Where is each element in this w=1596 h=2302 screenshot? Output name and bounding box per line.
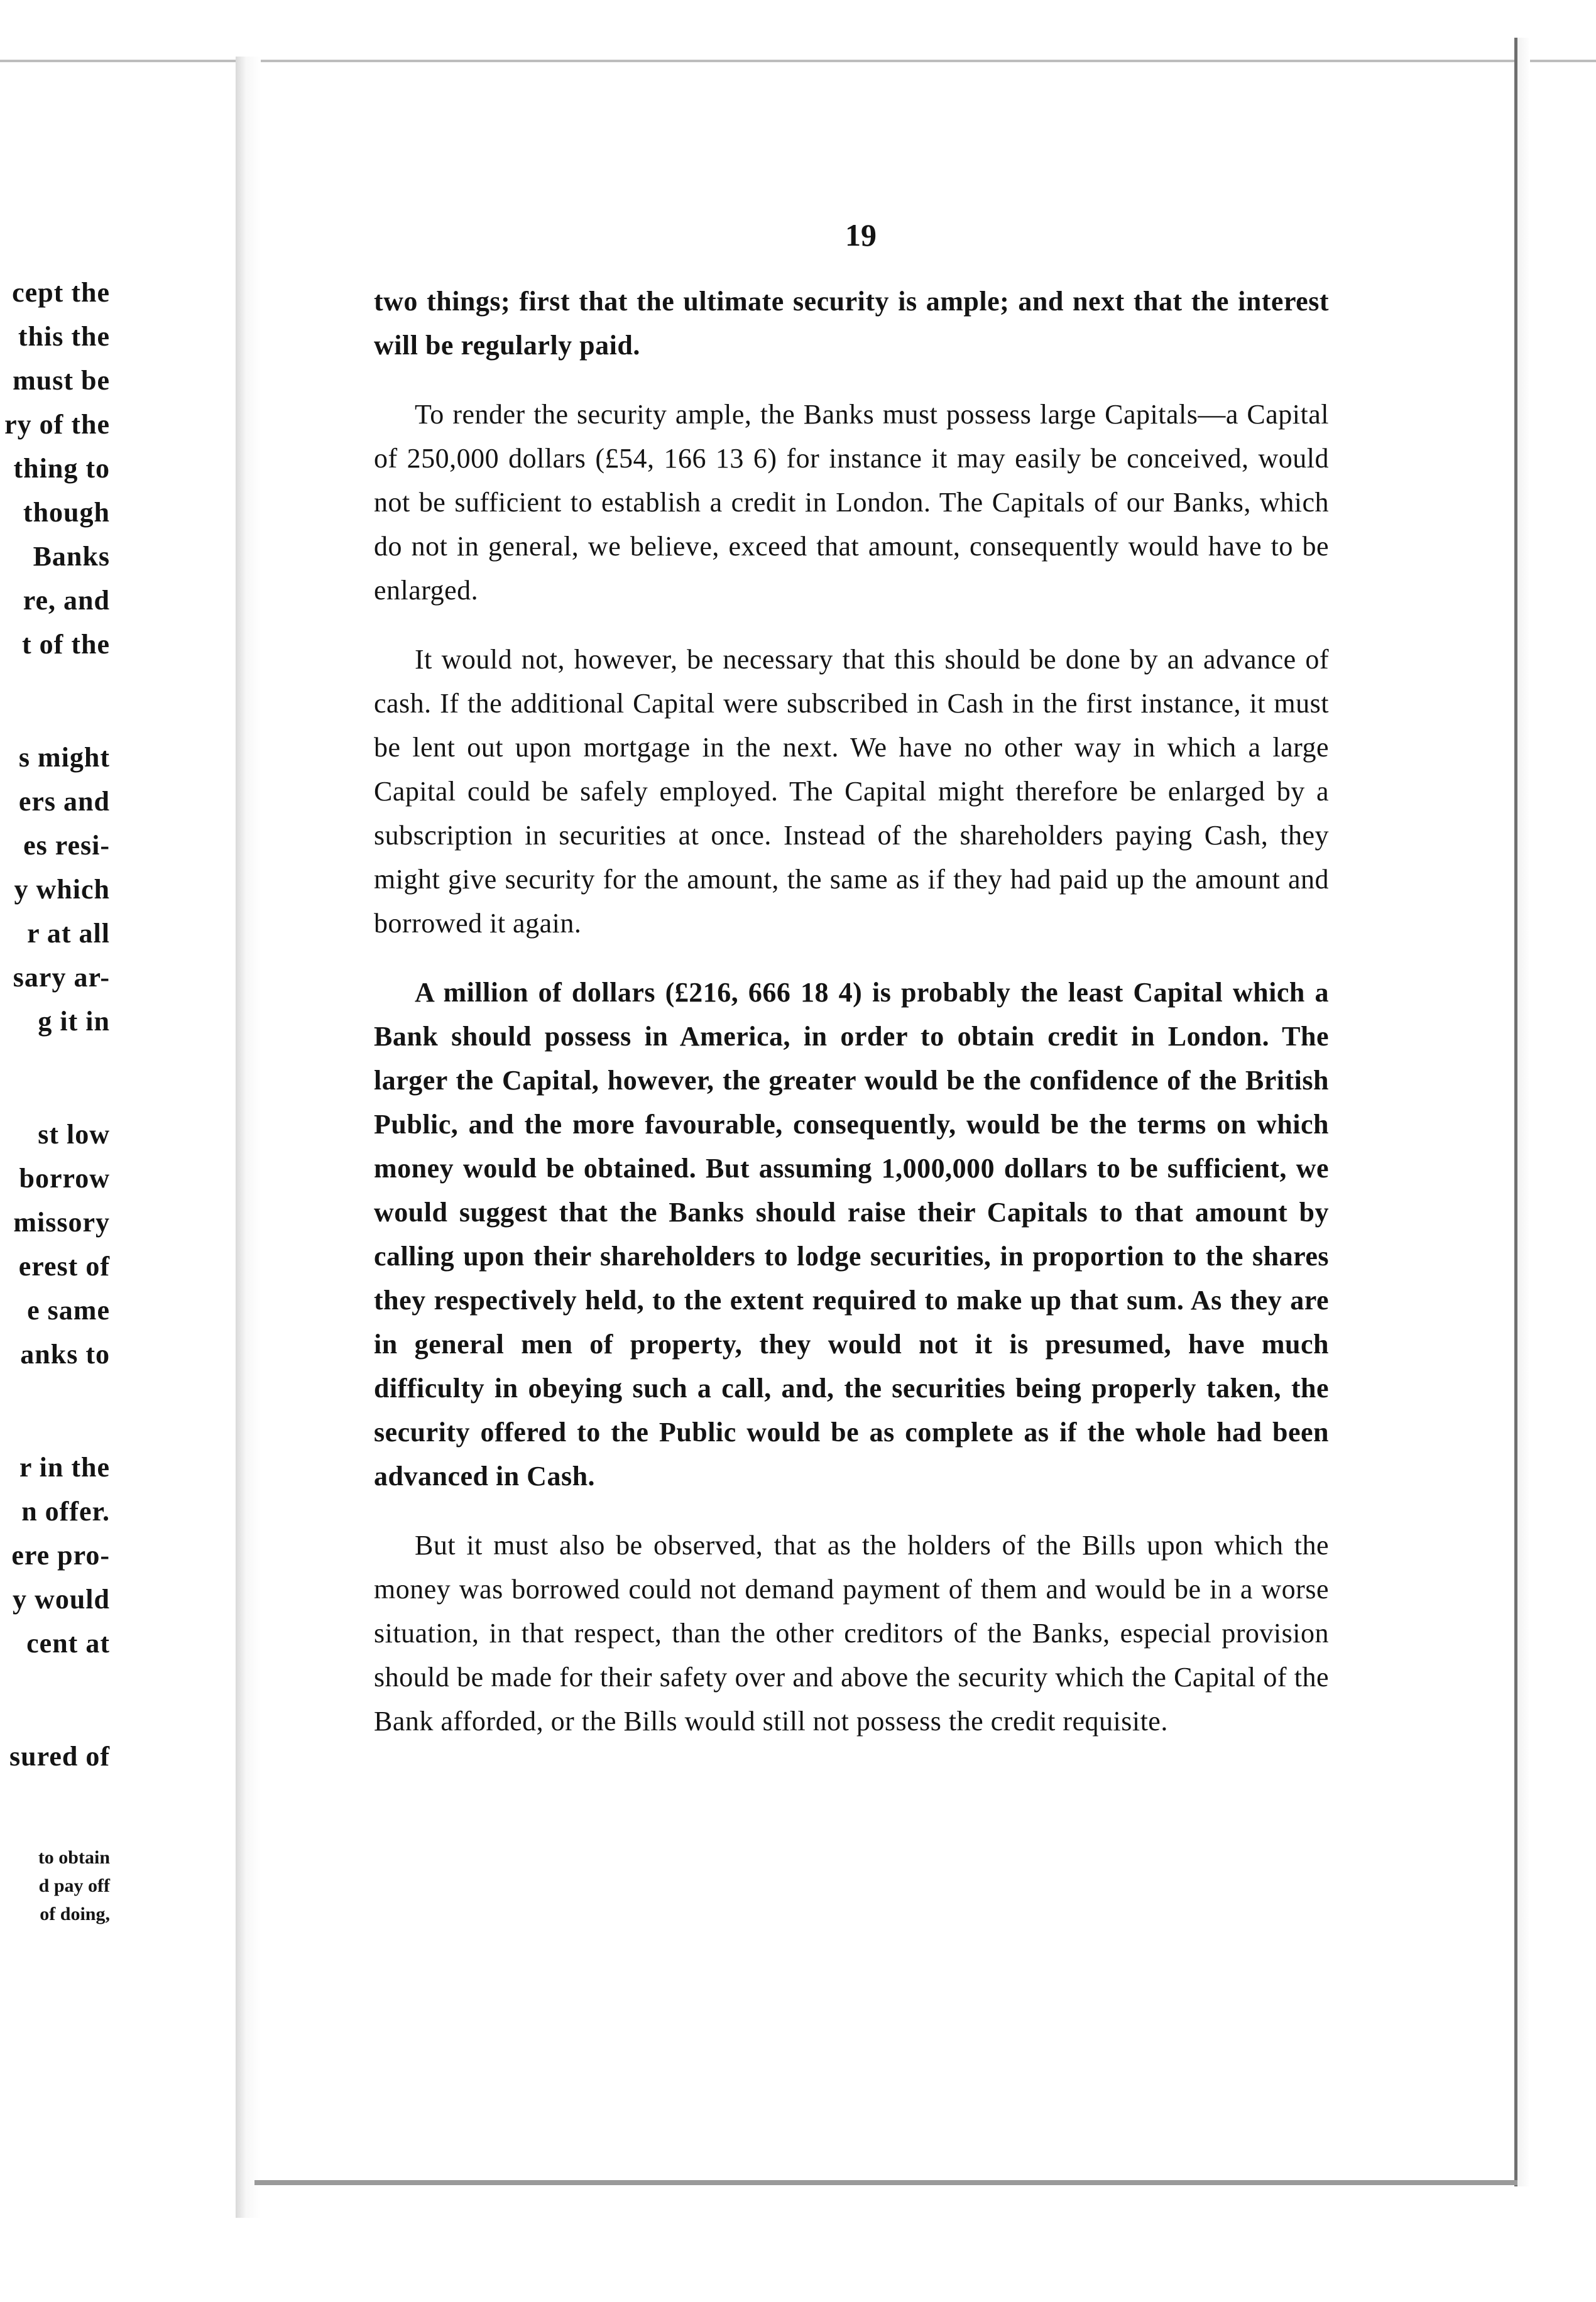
paragraph-continuation: two things; first that the ultimate security is ample; and next that the interest will be regularly paid.	[374, 286, 1329, 361]
left-page-footnote-line: of doing,	[40, 1904, 110, 1924]
left-page-line: re, and	[23, 585, 110, 616]
left-page-line: e same	[27, 1295, 110, 1326]
left-page-line: anks to	[20, 1339, 110, 1370]
left-page-line: though	[23, 497, 110, 528]
left-page-line: r at all	[27, 918, 110, 949]
left-page-line: cept the	[12, 277, 110, 308]
left-page-line: sary ar-	[13, 962, 110, 993]
left-page-line: this the	[18, 321, 110, 352]
left-page-line: es resi-	[23, 830, 110, 861]
book-gutter	[236, 57, 261, 2218]
left-page-line: must be	[13, 365, 110, 396]
left-page-line: ry of the	[4, 409, 110, 440]
paragraph-bill-holders: But it must also be observed, that as the holders of the Bills upon which the money was borrowed could not demand payment of them and would be in a worse situation, in that respect, than the other creditors of the Banks, especial provision should be made for their safety over and above the security which the Capital of the Bank afforded, or the Bills would still not possess the credit requisite.	[374, 1530, 1329, 1737]
left-page-line: missory	[13, 1207, 110, 1238]
left-page-footnote-line: to obtain	[38, 1847, 110, 1868]
left-page-line: s might	[18, 742, 110, 773]
paragraph-security: To render the security ample, the Banks must possess large Capitals—a Capital of 250,000 dollars (£54, 166 13 6) for instance it may easily be conceived, would not be sufficient to establish a credit in London. The Capitals of our Banks, which do not in general, we believe, exceed that amount, consequently would have to be enlarged.	[374, 399, 1329, 606]
left-page-line: st low	[38, 1119, 110, 1150]
left-page-line: cent at	[26, 1628, 110, 1659]
page-body	[374, 280, 1329, 1769]
left-page-line: sured of	[9, 1741, 110, 1772]
paragraph-capital-subscription: It would not, however, be necessary that this should be done by an advance of cash. If the additional Capital were subscribed in Cash in the first instance, it must be lent out upon mortgage in the next. We have no other way in which a large Capital could be safely employed. The Capital might therefore be enlarged by a subscription in securities at once. Instead of the shareholders paying Cash, they might give security for the amount, the same as if they had paid up the amount and borrowed it again.	[374, 644, 1329, 939]
left-page-line: y would	[13, 1584, 110, 1615]
left-page-footnote-line: d pay off	[38, 1875, 110, 1896]
left-page-line: t of the	[22, 629, 110, 660]
left-page-line: ere pro-	[11, 1540, 110, 1571]
left-page-line: ers and	[18, 786, 110, 817]
left-page-line: y which	[14, 874, 110, 905]
left-page-line: g it in	[38, 1006, 110, 1037]
page-bottom-edge	[254, 2180, 1517, 2185]
paragraph-million-dollars: A million of dollars (£216, 666 18 4) is probably the least Capital which a Bank should possess in America, in order to obtain credit in London. The larger the Capital, however, the greater would be the confidence of the British Public, and the more favourable, consequently, would be the terms on which money would be obtained. But assuming 1,000,000 dollars to be sufficient, we would suggest that the Banks should raise their Capitals to that amount by calling upon their shareholders to lodge securities, in proportion to the shares they respectively held, to the extent required to make up that sum. As they are in general men of property, they would not it is presumed, have much difficulty in obeying such a call, and, the securities being properly taken, the security offered to the Public would be as complete as if the whole had been advanced in Cash.	[374, 977, 1329, 1492]
left-page-line: Banks	[33, 541, 110, 572]
page-right-edge	[1514, 38, 1530, 2186]
left-page-line: n offer.	[21, 1496, 110, 1527]
left-page-line: thing to	[13, 453, 110, 484]
left-page-line: borrow	[19, 1163, 110, 1194]
left-page-line: r in the	[19, 1452, 110, 1483]
page-top-edge	[0, 0, 1596, 62]
left-page-line: erest of	[18, 1251, 110, 1282]
page-number: 19	[845, 217, 877, 253]
